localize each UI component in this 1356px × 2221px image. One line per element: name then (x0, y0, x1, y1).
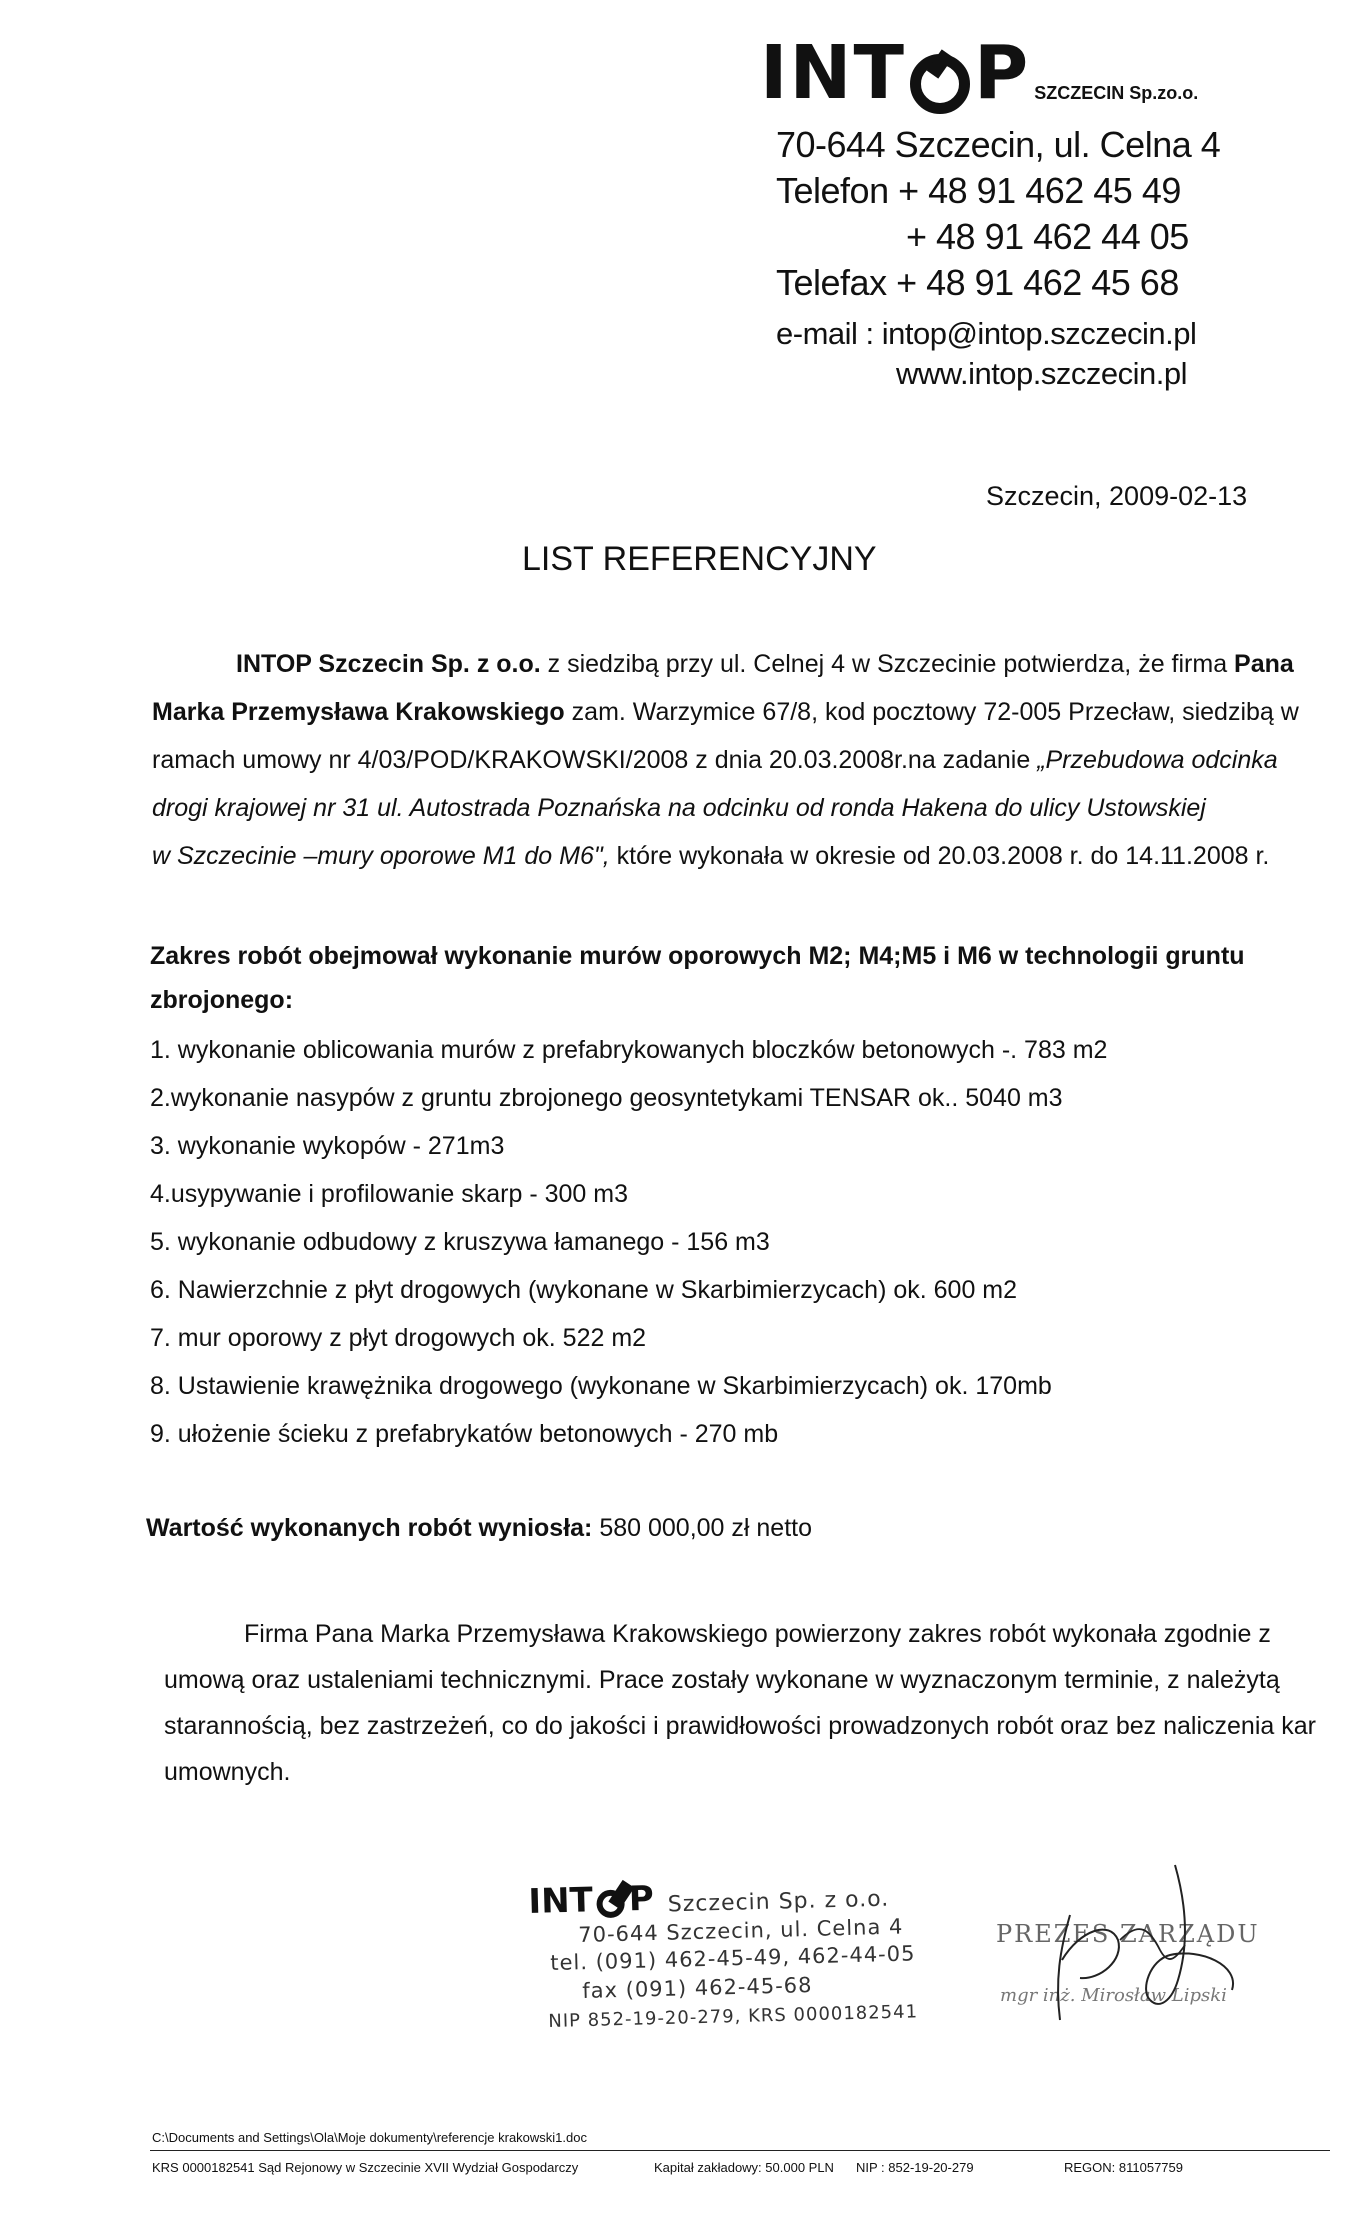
letterhead-www: www.intop.szczecin.pl (896, 356, 1188, 391)
stamp-fax: fax (091) 462-45-68 (582, 1972, 813, 2003)
footer-regon: REGON: 811057759 (1064, 2160, 1183, 2175)
footer-divider (150, 2150, 1330, 2151)
scope-item: 7. mur oporowy z płyt drogowych ok. 522 m2 (150, 1324, 647, 1352)
closing-line: starannością, bez zastrzeżeń, co do jakości i prawidłowości prowadzonych robót oraz bez naliczenia kar (164, 1712, 1316, 1740)
signature-stamp-name: mgr inż. Mirosław Lipski (1000, 1985, 1227, 2006)
value-amount: 580 000,00 zł netto (592, 1514, 812, 1542)
logo-text-end: P (973, 30, 1031, 116)
contract-number: ramach umowy nr 4/03/POD/KRAKOWSKI/2008 z dnia 20.03.2008r.na zadanie (152, 746, 1038, 774)
letterhead-phone: Telefon + 48 91 462 45 49 (776, 170, 1181, 211)
file-path: C:\Documents and Settings\Ola\Moje dokumenty\referencje krakowski1.doc (152, 2130, 587, 2145)
intro-address: zam. Warzymice 67/8, kod pocztowy 72-005 Przecław, siedzibą w (564, 698, 1299, 726)
letterhead-email: e-mail : intop@intop.szczecin.pl (776, 316, 1197, 351)
stamp-logo-o-icon (597, 1889, 626, 1918)
handwritten-signature-icon (1000, 1860, 1260, 2040)
stamp-tel: tel. (091) 462-45-49, 462-44-05 (550, 1941, 916, 1975)
date-line: Szczecin, 2009-02-13 (986, 481, 1248, 511)
letterhead-address: 70-644 Szczecin, ul. Celna 4 (776, 124, 1221, 165)
page-title: LIST REFERENCYJNY (522, 540, 877, 578)
intro-line-1 (236, 648, 1294, 680)
closing-line: umową oraz ustaleniami technicznymi. Prace zostały wykonane w wyznaczonym terminie, z należytą (164, 1666, 1280, 1694)
intro-pana: Pana (1234, 650, 1294, 678)
project-name-start: „Przebudowa odcinka (1037, 746, 1278, 774)
scope-item: 5. wykonanie odbudowy z kruszywa łamanego - 156 m3 (150, 1228, 770, 1256)
intro-text: z siedzibą przy ul. Celnej 4 w Szczecinie potwierdza, że firma (540, 650, 1235, 678)
intro-line-5 (152, 840, 1269, 872)
closing-line: umownych. (164, 1758, 291, 1786)
footer-nip: NIP : 852-19-20-279 (856, 2160, 974, 2175)
scope-item: 4.usypywanie i profilowanie skarp - 300 m3 (150, 1180, 629, 1208)
company-logo (760, 30, 1199, 116)
stamp-address: 70-644 Szczecin, ul. Celna 4 (578, 1914, 904, 1947)
closing-line: Firma Pana Marka Przemysława Krakowskiego powierzony zakres robót wykonała zgodnie z (244, 1620, 1271, 1648)
scope-item: 1. wykonanie oblicowania murów z prefabrykowanych bloczków betonowych -. 783 m2 (150, 1036, 1108, 1064)
logo-suffix: SZCZECIN Sp.zo.o. (1034, 83, 1199, 103)
stamp-company: Szczecin Sp. z o.o. (667, 1886, 890, 1918)
scope-item: 9. ułożenie ścieku z prefabrykatów betonowych - 270 mb (150, 1420, 779, 1448)
company-name: INTOP Szczecin Sp. z o.o. (236, 650, 541, 678)
contract-value (146, 1512, 812, 1544)
scope-item: 8. Ustawienie krawężnika drogowego (wykonane w Skarbimierzycach) ok. 170mb (150, 1372, 1052, 1400)
scope-item: 2.wykonanie nasypów z gruntu zbrojonego geosyntetykami TENSAR ok.. 5040 m3 (150, 1084, 1063, 1112)
footer-krs: KRS 0000182541 Sąd Rejonowy w Szczecinie XVII Wydział Gospodarczy (152, 2160, 579, 2175)
stamp-logo-end: P (628, 1878, 655, 1920)
value-label: Wartość wykonanych robót wyniosła: (146, 1514, 593, 1542)
intro-line-4: drogi krajowej nr 31 ul. Autostrada Poznańska na odcinku od ronda Hakena do ulicy Ustowskiej (152, 794, 1206, 822)
stamp-logo-text: INT (528, 1880, 594, 1922)
intro-line-2 (152, 696, 1299, 728)
execution-period: które wykonała w okresie od 20.03.2008 r. do 14.11.2008 r. (609, 842, 1270, 870)
scope-item: 3. wykonanie wykopów - 271m3 (150, 1132, 505, 1160)
contractor-name: Marka Przemysława Krakowskiego (152, 698, 565, 726)
footer-capital: Kapitał zakładowy: 50.000 PLN (654, 2160, 834, 2175)
logo-o-icon (910, 54, 970, 114)
intro-line-3 (152, 744, 1278, 776)
logo-text: INT (760, 30, 906, 116)
scope-item: 6. Nawierzchnie z płyt drogowych (wykonane w Skarbimierzycach) ok. 600 m2 (150, 1276, 1018, 1304)
project-name-end: w Szczecinie –mury oporowe M1 do M6", (152, 842, 610, 870)
scope-heading-2: zbrojonego: (150, 986, 294, 1014)
signature-stamp-title: PREZES ZARZĄDU (996, 1920, 1260, 1948)
stamp-nip: NIP 852-19-20-279, KRS 0000182541 (548, 2001, 919, 2032)
letterhead-phone-2: + 48 91 462 44 05 (906, 216, 1189, 257)
scope-heading: Zakres robót obejmował wykonanie murów oporowych M2; M4;M5 i M6 w technologii gruntu (150, 942, 1245, 970)
letterhead-fax: Telefax + 48 91 462 45 68 (776, 262, 1179, 303)
